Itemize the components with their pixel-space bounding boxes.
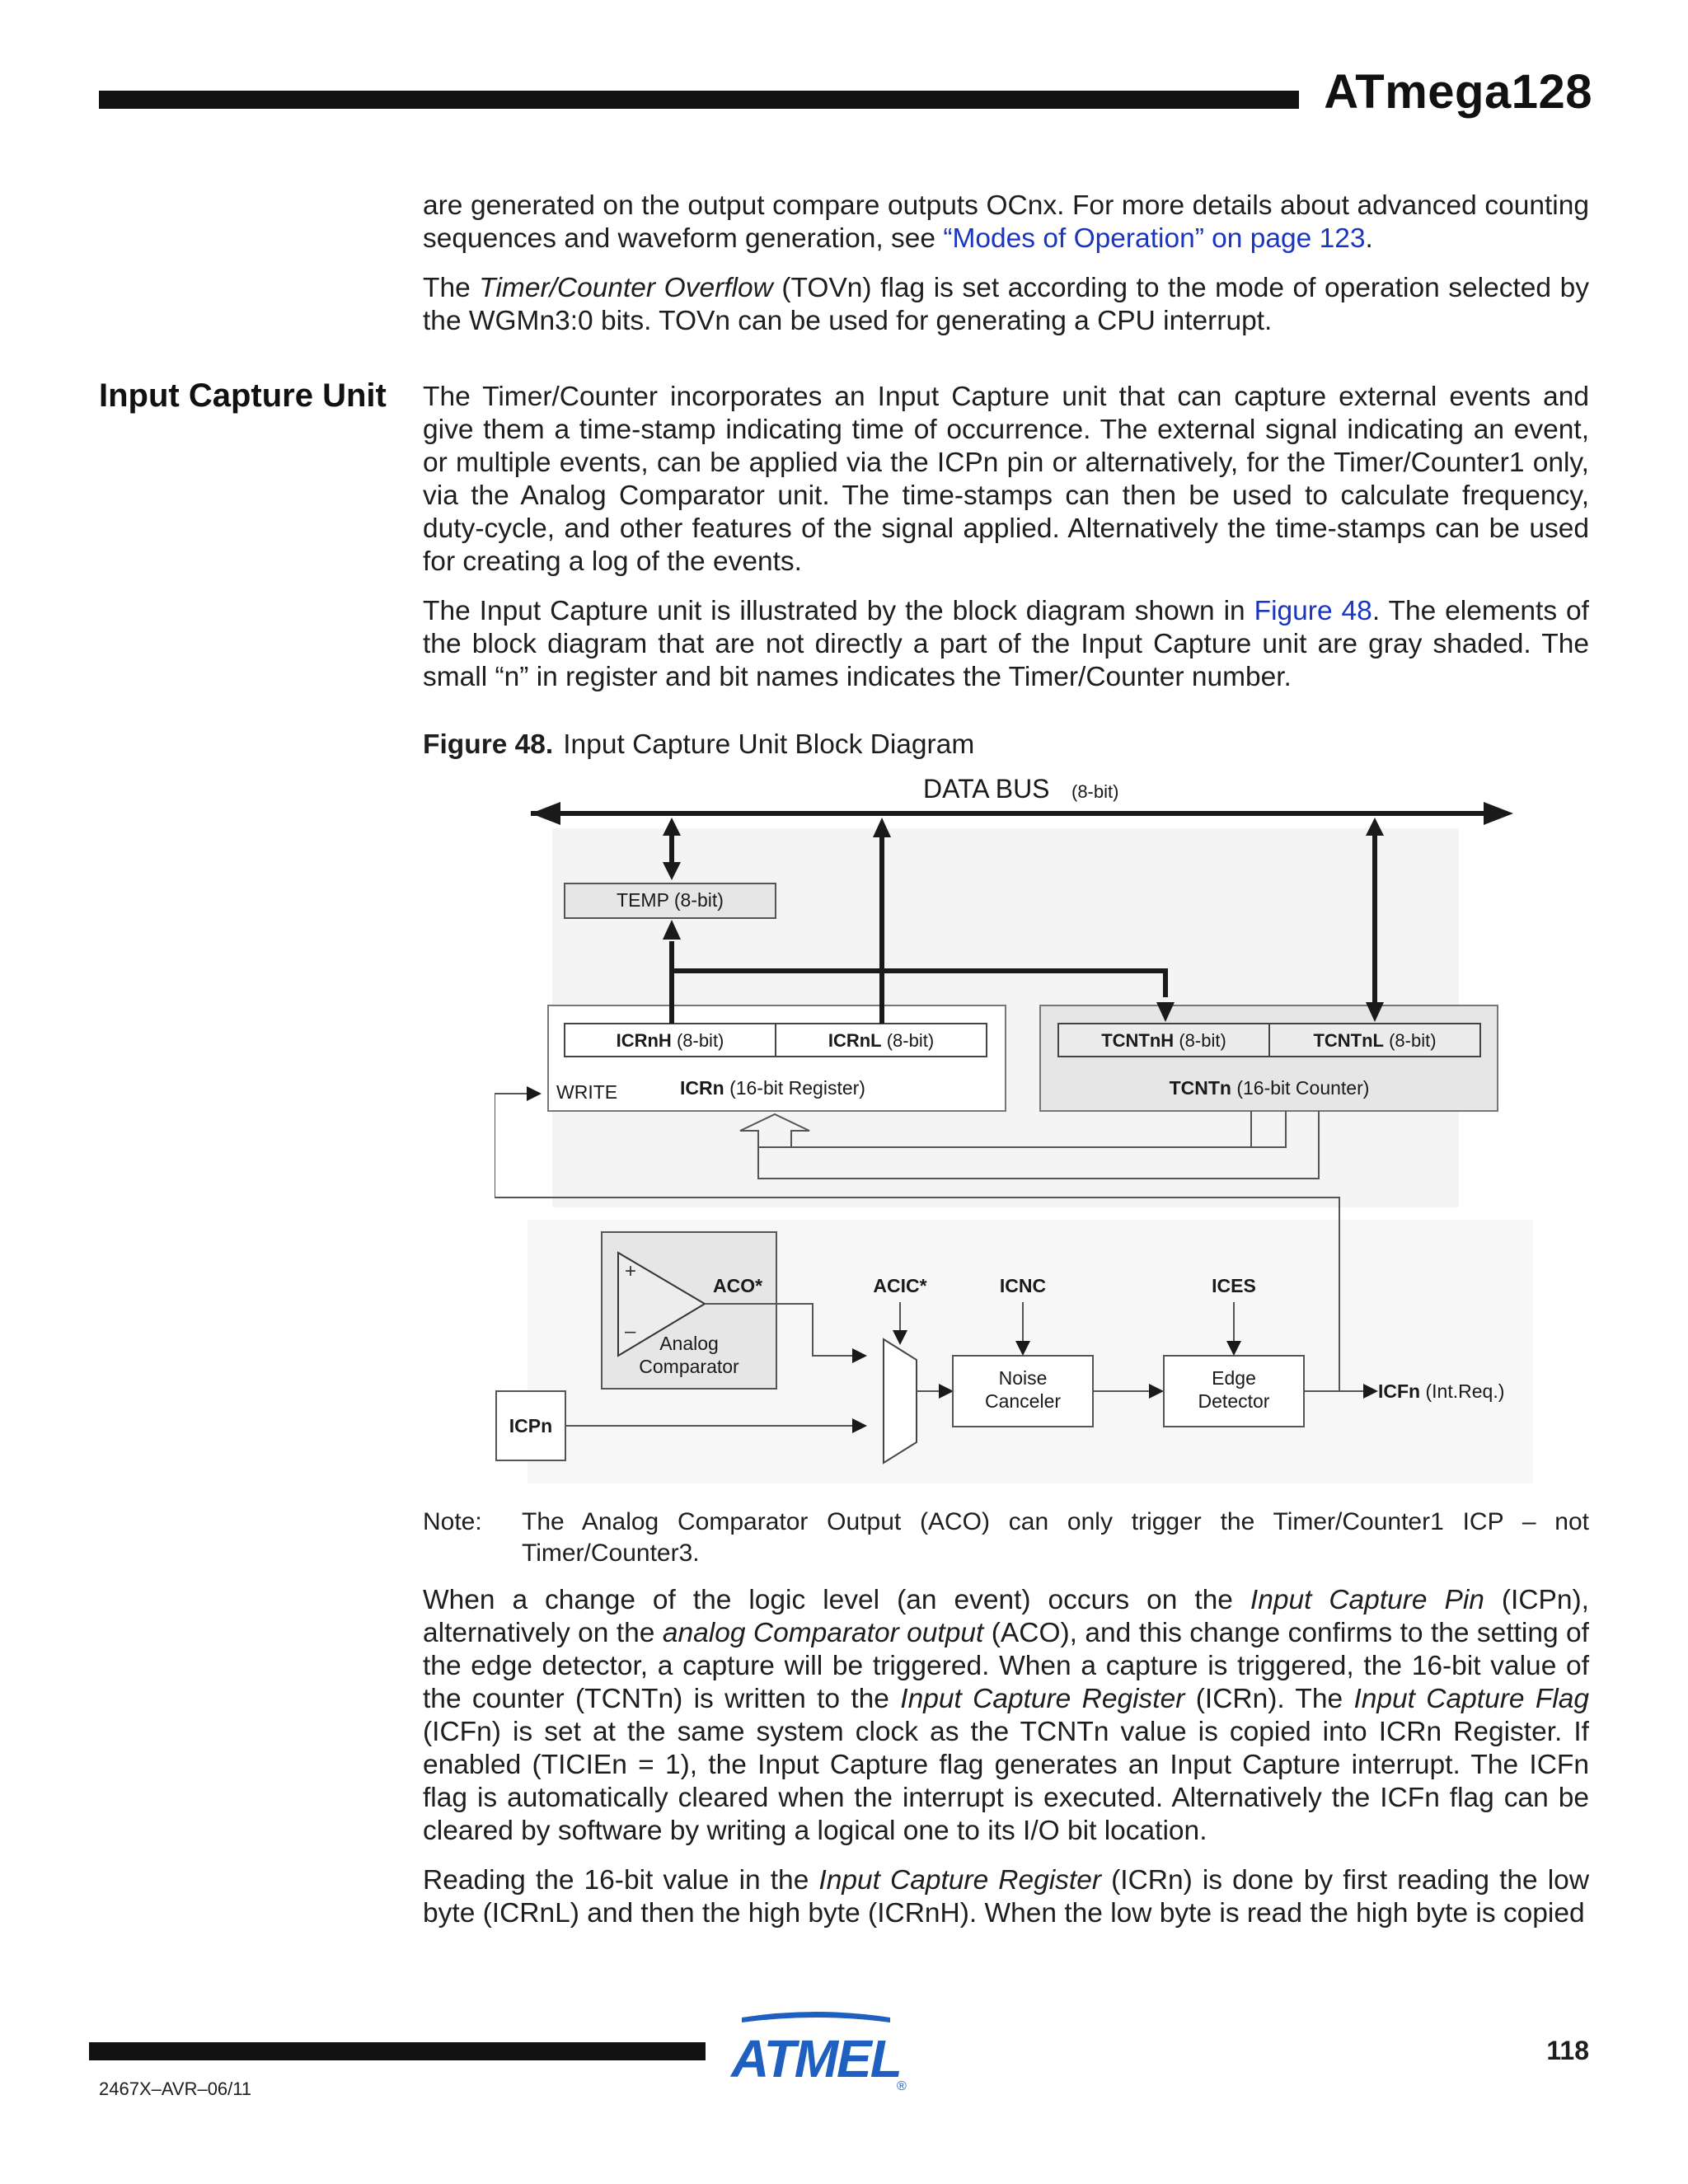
- paragraph-reading-icrn: Reading the 16-bit value in the Input Capture Register (ICRn) is done by first reading the low byte (ICRnL) and then the high byte (ICRnH). When the low byte is read the high byte is copied: [423, 1865, 1590, 1929]
- comparator-label: Comparator: [639, 1356, 739, 1377]
- input-mux: [884, 1339, 917, 1463]
- page-number: 118: [1546, 2036, 1589, 2065]
- icrnl-label: ICRnL (8-bit): [828, 1030, 935, 1051]
- tcntnh-label: TCNTnH (8-bit): [1101, 1030, 1226, 1051]
- icrnl-bus-arrow: [873, 818, 891, 837]
- write-label: WRITE: [556, 1081, 618, 1103]
- modes-of-operation-link[interactable]: “Modes of Operation” on page 123: [943, 223, 1366, 254]
- paragraph-input-capture-intro: The Timer/Counter incorporates an Input Capture unit that can capture external events and give them a time-stamp indicating time of occurrence. The external signal indicating an event, or multiple events, can be applied via the ICPn pin or alternatively, for the Timer/Counter1 only, via the Analog Comparator unit. The time-stamps can then be used to calculate frequency, duty-cycle, and other features of the signal applied. Alternatively the time-stamps can be used for creating a log of the events.: [423, 382, 1589, 577]
- document-title: ATmega128: [1324, 65, 1592, 119]
- acic-label: ACIC*: [873, 1275, 927, 1296]
- analog-label: Analog: [659, 1333, 719, 1354]
- paragraph-tov-flag: The Timer/Counter Overflow (TOVn) flag is set according to the mode of operation selected by the WGMn3:0 bits. TOVn can be used for generating a CPU interrupt.: [423, 273, 1589, 336]
- logo-arc: [742, 2012, 890, 2022]
- tcntn-label: TCNTn (16-bit Counter): [1169, 1077, 1370, 1099]
- noise-label: Noise: [998, 1367, 1048, 1389]
- minus-sign: –: [625, 1320, 636, 1343]
- icnc-label: ICNC: [999, 1275, 1047, 1296]
- icrn-label: ICRn (16-bit Register): [680, 1077, 865, 1099]
- note-label: Note:: [423, 1508, 482, 1535]
- paragraph-capture-event: When a change of the logic level (an event) occurs on the Input Capture Pin (ICPn), alternatively on the analog Comparator output (ACO), and this change confirms to the setting of the edge detector, a capture will be triggered. When a capture is triggered, the 16-bit value of the counter (TCNTn) is written to the Input Capture Register (ICRn). The Input Capture Flag (ICFn) is set at the same system clock as the TCNTn value is copied into ICRn Register. If enabled (TICIEn = 1), the Input Capture flag generates an Input Capture interrupt. The ICFn flag is automatically cleared when the interrupt is executed. Alternatively the ICFn flag can be cleared by software by writing a logical one to its I/O bit location.: [423, 1585, 1589, 1846]
- edge-label: Edge: [1212, 1367, 1256, 1389]
- detector-label: Detector: [1198, 1390, 1270, 1412]
- icrnh-label: ICRnH (8-bit): [616, 1030, 724, 1051]
- paragraph-block-diagram-ref: The Input Capture unit is illustrated by the block diagram shown in Figure 48. The elements of the block diagram that are not directly a part of the Input Capture unit are gray shaded. The small “n” in register and bit names indicates the Timer/Counter number.: [423, 596, 1589, 692]
- paragraph-waveform: are generated on the output compare outputs OCnx. For more details about advanced counting sequences and waveform generation, see “Modes of Operation” on page 123.: [423, 190, 1589, 254]
- input-capture-block-diagram: [495, 775, 1533, 1483]
- plus-sign: +: [625, 1260, 637, 1282]
- icfn-label: ICFn (Int.Req.): [1378, 1380, 1505, 1402]
- footer-rule: [89, 2042, 706, 2060]
- registered-mark: ®: [897, 2079, 907, 2093]
- tcntnl-bus-arrow-up: [1366, 818, 1384, 836]
- section-heading: Input Capture Unit: [99, 377, 387, 414]
- header-rule: [99, 91, 1299, 109]
- temp-bus-arrow-up: [663, 818, 681, 836]
- data-bus-label: DATA BUS: [923, 775, 1050, 804]
- temp-register-label: TEMP (8-bit): [617, 889, 724, 911]
- atmel-logo: [725, 2011, 907, 2093]
- ices-label: ICES: [1212, 1275, 1256, 1296]
- figure-note: [423, 1507, 1589, 1569]
- data-bus-arrow-right: [1484, 802, 1513, 825]
- tcntnl-label: TCNTnL (8-bit): [1313, 1030, 1437, 1051]
- figure-caption: Figure 48. Input Capture Unit Block Diagram: [423, 729, 975, 760]
- logo-text: ATMEL: [731, 2029, 901, 2088]
- aco-label: ACO*: [713, 1275, 763, 1296]
- canceler-label: Canceler: [984, 1390, 1062, 1412]
- document-reference: 2467X–AVR–06/11: [99, 2079, 252, 2099]
- data-bus-arrow-left: [531, 802, 560, 825]
- figure-48-link[interactable]: Figure 48: [1254, 596, 1372, 626]
- data-bus-width: (8-bit): [1071, 781, 1119, 802]
- note-text: The Analog Comparator Output (ACO) can only trigger the Timer/Counter1 ICP – not Timer/Counter3.: [522, 1508, 1589, 1567]
- icpn-label: ICPn: [509, 1415, 553, 1436]
